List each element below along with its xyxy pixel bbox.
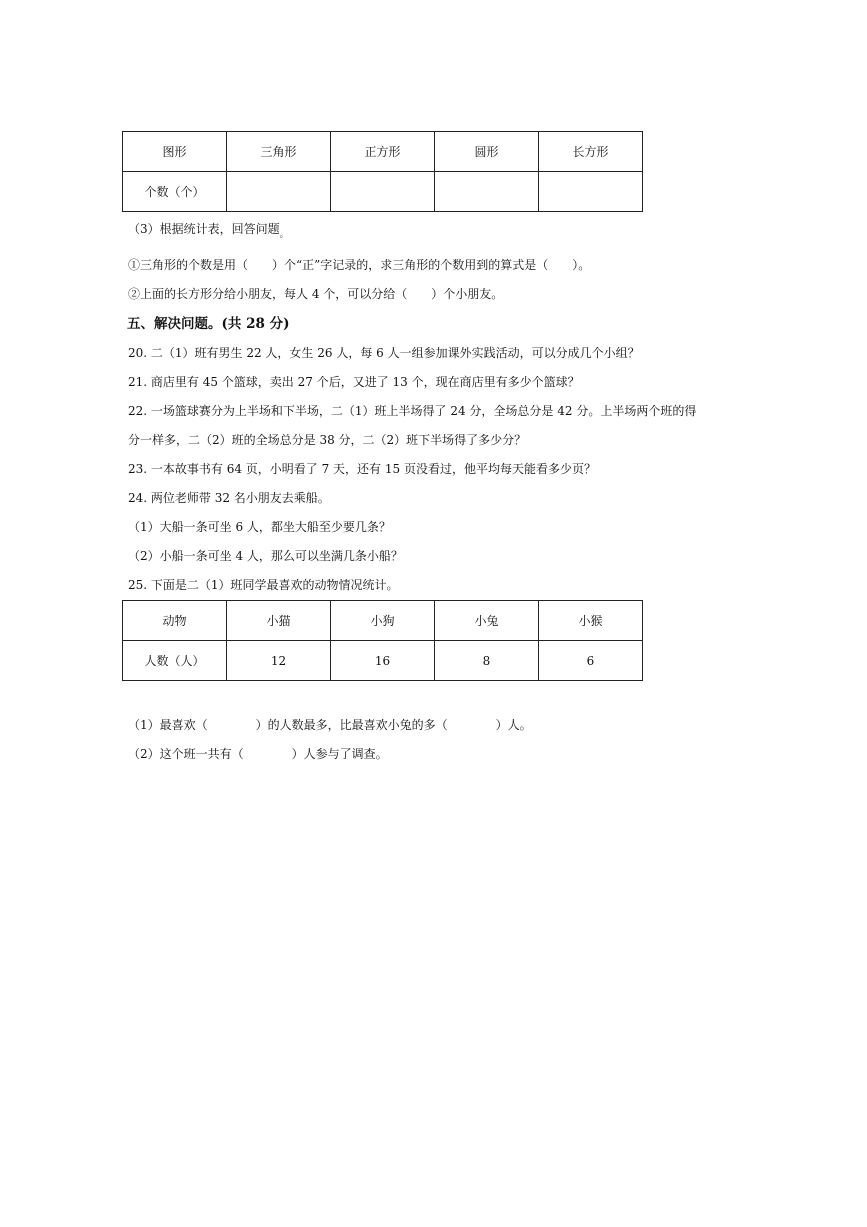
question-20: 20. 二（1）班有男生 22 人，女生 26 人，每 6 人一组参加课外实践活动，可以分成几个小组？: [128, 346, 640, 360]
table-header-row: [123, 132, 643, 172]
shape-count-table: [122, 131, 643, 212]
question-mark: 。: [279, 230, 289, 240]
table-header-cell: 图形: [123, 132, 227, 172]
question-25-2: （2）这个班一共有（ ）人参与了调查。: [128, 747, 388, 761]
answer-cell: [331, 172, 435, 212]
table-header-cell: 三角形: [227, 132, 331, 172]
table-header-cell: 圆形: [435, 132, 539, 172]
question-19-3-1: ①三角形的个数是用（ ）个“正”字记录的，求三角形的个数用到的算式是（ ）。: [128, 258, 591, 272]
table-row: [123, 172, 643, 212]
answer-cell: [435, 172, 539, 212]
table-header-cell: 小狗: [331, 601, 435, 641]
favorite-animal-table: [122, 600, 643, 681]
question-24: 24. 两位老师带 32 名小朋友去乘船。: [128, 491, 330, 505]
table-header-cell: 正方形: [331, 132, 435, 172]
table-header-cell: 小兔: [435, 601, 539, 641]
question-text: （3）根据统计表，回答问题: [128, 222, 280, 236]
question-23: 23. 一本故事书有 64 页，小明看了 7 天，还有 15 页没看过，他平均每天能看多少页？: [128, 462, 596, 476]
value-cell: 12: [227, 641, 331, 681]
table-header-row: [123, 601, 643, 641]
question-22-line-2: 分一样多，二（2）班的全场总分是 38 分，二（2）班下半场得了多少分？: [128, 433, 527, 447]
question-19-3-2: ②上面的长方形分给小朋友，每人 4 个，可以分给（ ）个小朋友。: [128, 287, 504, 301]
question-22-line-1: 22. 一场篮球赛分为上半场和下半场，二（1）班上半场得了 24 分，全场总分是 42 分。上半场两个班的得: [128, 404, 697, 418]
row-label-cell: 个数（个）: [123, 172, 227, 212]
answer-cell: [227, 172, 331, 212]
table-header-cell: 动物: [123, 601, 227, 641]
section-heading: 五、解决问题。(共 28 分): [127, 316, 290, 332]
value-cell: 8: [435, 641, 539, 681]
question-19-3-intro: [128, 221, 289, 243]
question-24-1: （1）大船一条可坐 6 人，都坐大船至少要几条？: [128, 520, 391, 534]
table-header-cell: 小猫: [227, 601, 331, 641]
value-cell: 6: [539, 641, 643, 681]
question-25: 25. 下面是二（1）班同学最喜欢的动物情况统计。: [128, 578, 399, 592]
table-header-cell: 小猴: [539, 601, 643, 641]
table-row: [123, 641, 643, 681]
value-cell: 16: [331, 641, 435, 681]
question-25-1: （1）最喜欢（ ）的人数最多，比最喜欢小兔的多（ ）人。: [128, 718, 532, 732]
row-label-cell: 人数（人）: [123, 641, 227, 681]
table-header-cell: 长方形: [539, 132, 643, 172]
question-21: 21. 商店里有 45 个篮球，卖出 27 个后，又进了 13 个，现在商店里有多少个篮球？: [128, 375, 580, 389]
answer-cell: [539, 172, 643, 212]
question-24-2: （2）小船一条可坐 4 人，那么可以坐满几条小船？: [128, 549, 403, 563]
